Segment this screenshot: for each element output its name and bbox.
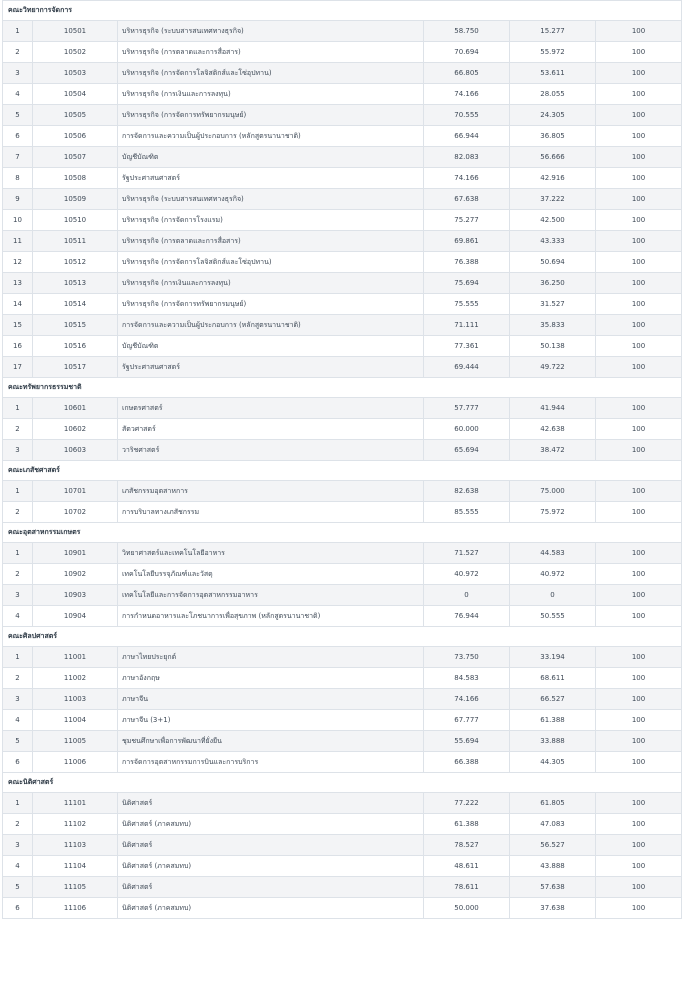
max-score-cell: 82.638	[424, 481, 510, 502]
full-score-cell: 100	[596, 856, 682, 877]
max-score-cell: 77.361	[424, 336, 510, 357]
row-number-cell: 1	[3, 793, 33, 814]
section-title: คณะอุตสาหกรรมเกษตร	[3, 523, 682, 543]
full-score-cell: 100	[596, 21, 682, 42]
min-score-cell: 44.583	[510, 543, 596, 564]
program-name-cell: ภาษาไทยประยุกต์	[118, 647, 424, 668]
program-name-cell: ภาษาอังกฤษ	[118, 668, 424, 689]
section-header	[3, 773, 682, 793]
table-row	[3, 84, 682, 105]
table-row	[3, 731, 682, 752]
row-number-cell: 5	[3, 105, 33, 126]
table-row	[3, 856, 682, 877]
full-score-cell: 100	[596, 336, 682, 357]
table-row	[3, 668, 682, 689]
row-number-cell: 4	[3, 606, 33, 627]
program-code-cell: 10513	[33, 273, 118, 294]
table-row	[3, 189, 682, 210]
max-score-cell: 67.638	[424, 189, 510, 210]
row-number-cell: 5	[3, 731, 33, 752]
max-score-cell: 55.694	[424, 731, 510, 752]
max-score-cell: 75.277	[424, 210, 510, 231]
max-score-cell: 0	[424, 585, 510, 606]
min-score-cell: 43.888	[510, 856, 596, 877]
row-number-cell: 6	[3, 898, 33, 919]
program-name-cell: วาริชศาสตร์	[118, 440, 424, 461]
row-number-cell: 2	[3, 42, 33, 63]
program-name-cell: การบริบาลทางเภสัชกรรม	[118, 502, 424, 523]
program-code-cell: 11001	[33, 647, 118, 668]
full-score-cell: 100	[596, 752, 682, 773]
program-name-cell: บริหารธุรกิจ (ระบบสารสนเทศทางธุรกิจ)	[118, 189, 424, 210]
max-score-cell: 78.611	[424, 877, 510, 898]
full-score-cell: 100	[596, 710, 682, 731]
min-score-cell: 42.638	[510, 419, 596, 440]
full-score-cell: 100	[596, 168, 682, 189]
row-number-cell: 15	[3, 315, 33, 336]
row-number-cell: 12	[3, 252, 33, 273]
min-score-cell: 40.972	[510, 564, 596, 585]
row-number-cell: 8	[3, 168, 33, 189]
full-score-cell: 100	[596, 42, 682, 63]
full-score-cell: 100	[596, 294, 682, 315]
row-number-cell: 2	[3, 502, 33, 523]
full-score-cell: 100	[596, 147, 682, 168]
table-row	[3, 606, 682, 627]
row-number-cell: 4	[3, 710, 33, 731]
min-score-cell: 61.388	[510, 710, 596, 731]
table-row	[3, 336, 682, 357]
program-code-cell: 10904	[33, 606, 118, 627]
program-name-cell: ภาษาจีน	[118, 689, 424, 710]
max-score-cell: 85.555	[424, 502, 510, 523]
program-name-cell: การจัดการและความเป็นผู้ประกอบการ (หลักสูตรนานาชาติ)	[118, 126, 424, 147]
min-score-cell: 36.250	[510, 273, 596, 294]
table-row	[3, 252, 682, 273]
table-row	[3, 710, 682, 731]
score-table-body	[3, 1, 682, 919]
row-number-cell: 2	[3, 668, 33, 689]
program-name-cell: เทคโนโลยีและการจัดการอุตสาหกรรมอาหาร	[118, 585, 424, 606]
full-score-cell: 100	[596, 126, 682, 147]
program-name-cell: นิติศาสตร์ (ภาคสมทบ)	[118, 898, 424, 919]
min-score-cell: 49.722	[510, 357, 596, 378]
row-number-cell: 3	[3, 835, 33, 856]
program-code-cell: 10507	[33, 147, 118, 168]
row-number-cell: 14	[3, 294, 33, 315]
row-number-cell: 1	[3, 21, 33, 42]
program-name-cell: ภาษาจีน (3+1)	[118, 710, 424, 731]
table-row	[3, 752, 682, 773]
row-number-cell: 4	[3, 856, 33, 877]
program-name-cell: การกำหนดอาหารและโภชนาการเพื่อสุขภาพ (หลักสูตรนานาชาติ)	[118, 606, 424, 627]
full-score-cell: 100	[596, 585, 682, 606]
section-header	[3, 461, 682, 481]
max-score-cell: 70.694	[424, 42, 510, 63]
program-name-cell: สัตวศาสตร์	[118, 419, 424, 440]
program-name-cell: เทคโนโลยีบรรจุภัณฑ์และวัสดุ	[118, 564, 424, 585]
table-row	[3, 315, 682, 336]
table-row	[3, 793, 682, 814]
min-score-cell: 57.638	[510, 877, 596, 898]
program-code-cell: 10517	[33, 357, 118, 378]
max-score-cell: 78.527	[424, 835, 510, 856]
table-row	[3, 814, 682, 835]
program-name-cell: การจัดการและความเป็นผู้ประกอบการ (หลักสูตรนานาชาติ)	[118, 315, 424, 336]
max-score-cell: 69.444	[424, 357, 510, 378]
section-title: คณะนิติศาสตร์	[3, 773, 682, 793]
section-header	[3, 1, 682, 21]
min-score-cell: 41.944	[510, 398, 596, 419]
program-code-cell: 11106	[33, 898, 118, 919]
program-code-cell: 10515	[33, 315, 118, 336]
program-code-cell: 10508	[33, 168, 118, 189]
full-score-cell: 100	[596, 814, 682, 835]
table-row	[3, 835, 682, 856]
program-code-cell: 10503	[33, 63, 118, 84]
min-score-cell: 50.694	[510, 252, 596, 273]
row-number-cell: 7	[3, 147, 33, 168]
full-score-cell: 100	[596, 315, 682, 336]
program-code-cell: 10501	[33, 21, 118, 42]
table-row	[3, 147, 682, 168]
max-score-cell: 66.388	[424, 752, 510, 773]
max-score-cell: 58.750	[424, 21, 510, 42]
table-row	[3, 42, 682, 63]
min-score-cell: 75.972	[510, 502, 596, 523]
table-row	[3, 21, 682, 42]
table-row	[3, 105, 682, 126]
program-name-cell: บริหารธุรกิจ (การจัดการโลจิสติกส์และโซ่อุปทาน)	[118, 252, 424, 273]
min-score-cell: 24.305	[510, 105, 596, 126]
max-score-cell: 50.000	[424, 898, 510, 919]
min-score-cell: 55.972	[510, 42, 596, 63]
table-row	[3, 564, 682, 585]
table-row	[3, 210, 682, 231]
program-name-cell: รัฐประศาสนศาสตร์	[118, 357, 424, 378]
max-score-cell: 82.083	[424, 147, 510, 168]
full-score-cell: 100	[596, 252, 682, 273]
program-code-cell: 10903	[33, 585, 118, 606]
program-name-cell: บริหารธุรกิจ (การเงินและการลงทุน)	[118, 84, 424, 105]
table-row	[3, 689, 682, 710]
row-number-cell: 10	[3, 210, 33, 231]
table-row	[3, 543, 682, 564]
full-score-cell: 100	[596, 564, 682, 585]
table-row	[3, 647, 682, 668]
full-score-cell: 100	[596, 793, 682, 814]
row-number-cell: 6	[3, 752, 33, 773]
program-code-cell: 10516	[33, 336, 118, 357]
program-name-cell: ชุมชนศึกษาเพื่อการพัฒนาที่ยั่งยืน	[118, 731, 424, 752]
section-header	[3, 378, 682, 398]
min-score-cell: 35.833	[510, 315, 596, 336]
min-score-cell: 42.500	[510, 210, 596, 231]
program-code-cell: 10601	[33, 398, 118, 419]
min-score-cell: 56.666	[510, 147, 596, 168]
full-score-cell: 100	[596, 231, 682, 252]
min-score-cell: 44.305	[510, 752, 596, 773]
min-score-cell: 43.333	[510, 231, 596, 252]
table-row	[3, 294, 682, 315]
program-name-cell: บัญชีบัณฑิต	[118, 336, 424, 357]
min-score-cell: 28.055	[510, 84, 596, 105]
program-name-cell: การจัดการอุตสาหกรรมการบินและการบริการ	[118, 752, 424, 773]
max-score-cell: 69.861	[424, 231, 510, 252]
row-number-cell: 16	[3, 336, 33, 357]
min-score-cell: 15.277	[510, 21, 596, 42]
max-score-cell: 48.611	[424, 856, 510, 877]
program-code-cell: 10701	[33, 481, 118, 502]
min-score-cell: 37.638	[510, 898, 596, 919]
full-score-cell: 100	[596, 398, 682, 419]
program-code-cell: 10510	[33, 210, 118, 231]
program-name-cell: บริหารธุรกิจ (การเงินและการลงทุน)	[118, 273, 424, 294]
full-score-cell: 100	[596, 668, 682, 689]
row-number-cell: 3	[3, 63, 33, 84]
table-row	[3, 440, 682, 461]
program-code-cell: 11002	[33, 668, 118, 689]
max-score-cell: 74.166	[424, 168, 510, 189]
row-number-cell: 1	[3, 543, 33, 564]
program-code-cell: 10514	[33, 294, 118, 315]
min-score-cell: 38.472	[510, 440, 596, 461]
full-score-cell: 100	[596, 105, 682, 126]
program-code-cell: 10902	[33, 564, 118, 585]
program-name-cell: บัญชีบัณฑิต	[118, 147, 424, 168]
max-score-cell: 71.527	[424, 543, 510, 564]
table-row	[3, 357, 682, 378]
program-code-cell: 11105	[33, 877, 118, 898]
table-row	[3, 419, 682, 440]
program-code-cell: 10506	[33, 126, 118, 147]
full-score-cell: 100	[596, 647, 682, 668]
row-number-cell: 6	[3, 126, 33, 147]
program-name-cell: บริหารธุรกิจ (ระบบสารสนเทศทางธุรกิจ)	[118, 21, 424, 42]
full-score-cell: 100	[596, 898, 682, 919]
table-row	[3, 502, 682, 523]
program-name-cell: บริหารธุรกิจ (การจัดการโลจิสติกส์และโซ่อุปทาน)	[118, 63, 424, 84]
program-name-cell: นิติศาสตร์	[118, 835, 424, 856]
max-score-cell: 84.583	[424, 668, 510, 689]
program-code-cell: 11003	[33, 689, 118, 710]
min-score-cell: 53.611	[510, 63, 596, 84]
program-name-cell: บริหารธุรกิจ (การตลาดและการสื่อสาร)	[118, 42, 424, 63]
program-name-cell: บริหารธุรกิจ (การจัดการทรัพยากรมนุษย์)	[118, 105, 424, 126]
full-score-cell: 100	[596, 877, 682, 898]
section-header	[3, 523, 682, 543]
program-code-cell: 10603	[33, 440, 118, 461]
program-code-cell: 10504	[33, 84, 118, 105]
section-title: คณะเภสัชศาสตร์	[3, 461, 682, 481]
program-code-cell: 10502	[33, 42, 118, 63]
max-score-cell: 40.972	[424, 564, 510, 585]
program-code-cell: 11101	[33, 793, 118, 814]
max-score-cell: 75.555	[424, 294, 510, 315]
min-score-cell: 56.527	[510, 835, 596, 856]
min-score-cell: 47.083	[510, 814, 596, 835]
program-name-cell: นิติศาสตร์	[118, 793, 424, 814]
full-score-cell: 100	[596, 84, 682, 105]
min-score-cell: 36.805	[510, 126, 596, 147]
max-score-cell: 74.166	[424, 689, 510, 710]
program-code-cell: 10511	[33, 231, 118, 252]
row-number-cell: 3	[3, 585, 33, 606]
program-code-cell: 10509	[33, 189, 118, 210]
min-score-cell: 0	[510, 585, 596, 606]
score-table	[2, 0, 682, 919]
full-score-cell: 100	[596, 273, 682, 294]
table-row	[3, 273, 682, 294]
row-number-cell: 1	[3, 398, 33, 419]
row-number-cell: 3	[3, 440, 33, 461]
program-name-cell: บริหารธุรกิจ (การจัดการทรัพยากรมนุษย์)	[118, 294, 424, 315]
max-score-cell: 60.000	[424, 419, 510, 440]
full-score-cell: 100	[596, 189, 682, 210]
program-name-cell: เภสัชกรรมอุตสาหการ	[118, 481, 424, 502]
program-name-cell: นิติศาสตร์ (ภาคสมทบ)	[118, 856, 424, 877]
table-row	[3, 585, 682, 606]
max-score-cell: 66.805	[424, 63, 510, 84]
table-row	[3, 126, 682, 147]
full-score-cell: 100	[596, 210, 682, 231]
table-row	[3, 898, 682, 919]
min-score-cell: 50.555	[510, 606, 596, 627]
program-code-cell: 11006	[33, 752, 118, 773]
max-score-cell: 75.694	[424, 273, 510, 294]
program-name-cell: เกษตรศาสตร์	[118, 398, 424, 419]
min-score-cell: 68.611	[510, 668, 596, 689]
full-score-cell: 100	[596, 481, 682, 502]
program-code-cell: 10505	[33, 105, 118, 126]
section-title: คณะวิทยาการจัดการ	[3, 1, 682, 21]
full-score-cell: 100	[596, 606, 682, 627]
full-score-cell: 100	[596, 835, 682, 856]
max-score-cell: 57.777	[424, 398, 510, 419]
min-score-cell: 50.138	[510, 336, 596, 357]
program-name-cell: รัฐประศาสนศาสตร์	[118, 168, 424, 189]
program-code-cell: 11104	[33, 856, 118, 877]
full-score-cell: 100	[596, 502, 682, 523]
min-score-cell: 61.805	[510, 793, 596, 814]
row-number-cell: 1	[3, 481, 33, 502]
max-score-cell: 71.111	[424, 315, 510, 336]
table-row	[3, 63, 682, 84]
max-score-cell: 65.694	[424, 440, 510, 461]
program-name-cell: นิติศาสตร์	[118, 877, 424, 898]
full-score-cell: 100	[596, 419, 682, 440]
section-header	[3, 627, 682, 647]
max-score-cell: 67.777	[424, 710, 510, 731]
full-score-cell: 100	[596, 440, 682, 461]
row-number-cell: 5	[3, 877, 33, 898]
program-name-cell: นิติศาสตร์ (ภาคสมทบ)	[118, 814, 424, 835]
program-name-cell: วิทยาศาสตร์และเทคโนโลยีอาหาร	[118, 543, 424, 564]
min-score-cell: 33.888	[510, 731, 596, 752]
section-title: คณะศิลปศาสตร์	[3, 627, 682, 647]
min-score-cell: 75.000	[510, 481, 596, 502]
program-code-cell: 11102	[33, 814, 118, 835]
max-score-cell: 70.555	[424, 105, 510, 126]
row-number-cell: 11	[3, 231, 33, 252]
row-number-cell: 3	[3, 689, 33, 710]
max-score-cell: 74.166	[424, 84, 510, 105]
full-score-cell: 100	[596, 63, 682, 84]
row-number-cell: 1	[3, 647, 33, 668]
max-score-cell: 61.388	[424, 814, 510, 835]
max-score-cell: 77.222	[424, 793, 510, 814]
table-row	[3, 231, 682, 252]
min-score-cell: 37.222	[510, 189, 596, 210]
max-score-cell: 73.750	[424, 647, 510, 668]
program-code-cell: 10512	[33, 252, 118, 273]
full-score-cell: 100	[596, 689, 682, 710]
table-row	[3, 398, 682, 419]
program-code-cell: 10901	[33, 543, 118, 564]
table-row	[3, 877, 682, 898]
row-number-cell: 2	[3, 419, 33, 440]
min-score-cell: 31.527	[510, 294, 596, 315]
section-title: คณะทรัพยากรธรรมชาติ	[3, 378, 682, 398]
full-score-cell: 100	[596, 357, 682, 378]
program-code-cell: 10702	[33, 502, 118, 523]
max-score-cell: 66.944	[424, 126, 510, 147]
program-code-cell: 11005	[33, 731, 118, 752]
full-score-cell: 100	[596, 543, 682, 564]
row-number-cell: 9	[3, 189, 33, 210]
min-score-cell: 33.194	[510, 647, 596, 668]
min-score-cell: 42.916	[510, 168, 596, 189]
row-number-cell: 2	[3, 814, 33, 835]
table-row	[3, 168, 682, 189]
min-score-cell: 66.527	[510, 689, 596, 710]
row-number-cell: 4	[3, 84, 33, 105]
program-code-cell: 10602	[33, 419, 118, 440]
row-number-cell: 2	[3, 564, 33, 585]
full-score-cell: 100	[596, 731, 682, 752]
max-score-cell: 76.944	[424, 606, 510, 627]
program-code-cell: 11004	[33, 710, 118, 731]
program-code-cell: 11103	[33, 835, 118, 856]
program-name-cell: บริหารธุรกิจ (การตลาดและการสื่อสาร)	[118, 231, 424, 252]
row-number-cell: 17	[3, 357, 33, 378]
program-name-cell: บริหารธุรกิจ (การจัดการโรงแรม)	[118, 210, 424, 231]
row-number-cell: 13	[3, 273, 33, 294]
table-row	[3, 481, 682, 502]
max-score-cell: 76.388	[424, 252, 510, 273]
